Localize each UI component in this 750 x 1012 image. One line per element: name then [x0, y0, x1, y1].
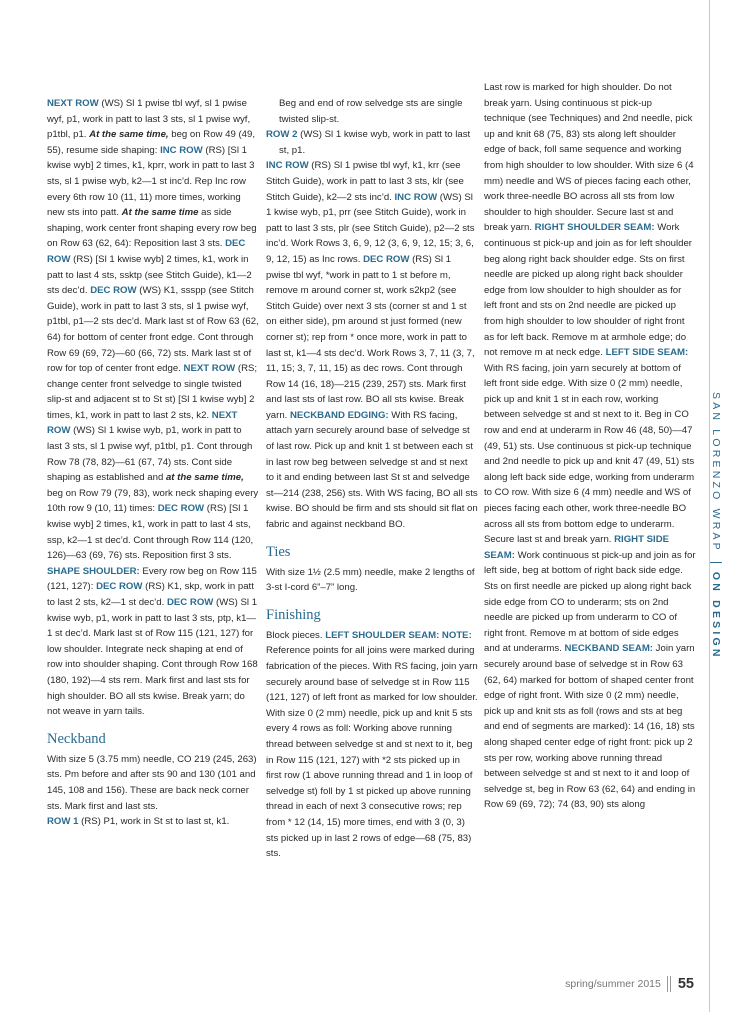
heading-finishing: Finishing [266, 606, 321, 623]
issue-label: spring/summer 2015 [565, 978, 661, 990]
paragraph-ties: With size 1½ (2.5 mm) needle, make 2 lengths of 3-st I-cord 6”–7” long. [266, 566, 475, 594]
heading-neckband: Neckband [47, 730, 106, 747]
article-title: SAN LORENZO WRAP [710, 392, 722, 553]
section-name: ON DESIGN [710, 571, 722, 660]
paragraph-inc-rows: INC ROW (RS) Sl 1 pwise tbl wyf, k1, krr (see Stitch Guide), work in patt to last 3 sts, klr (see Stitch Guide), k2—2 sts inc’d. INC ROW (WS) Sl 1 kwise wyb, p1, prr (see Stitch Guide), work in patt to last 3 sts, plr (see Stitch Guide), p2—2 sts inc’d. Work Rows 3, 6, 9, 12 (3, 6, 9, 12, 15; 3, 6, 9, 12, 15) as Inc rows. DEC ROW (RS) Sl 1 pwise tbl wyf, *work in patt to 1 st before m, remove m around corner st, work s2kp2 (see Stitch Guide) over next 3 sts (corner st and 1 st on either side), pm around st just formed (new corner st); rep from * once more, work in patt to last st, k1—4 sts dec’d. Work Rows 3, 7, 11 (3, 7, 11, 15; 3, 7, 11, 15) as dec rows. Cont through Row 14 (16, 18)—215 (239, 257) sts. Mark first and last sts of last row. BO all sts kwise. Break yarn. NECKBAND EDGING: With RS facing, attach yarn securely around base of selvedge st of last row. Pick up and knit 1 st between each st in last row beg between selvedge st and st next to it and ending between last St st and selvedge st—214 (238, 256) sts. With WS facing, BO all sts kwise. BO should be firm and sts should sit flat on fabric and against neckband BO. [266, 160, 478, 531]
paragraph-selvedge: Beg and end of row selvedge sts are single twisted slip-st. [279, 98, 463, 125]
paragraph-neckband: With size 5 (3.75 mm) needle, CO 219 (245, 263) sts. Pm before and after sts 90 and 130 (101 and 145, 108 and 156). These are back neck corner sts. Mark first and last sts. [47, 753, 257, 812]
divider [667, 976, 668, 992]
text-column-2 [266, 96, 478, 862]
paragraph-finishing: Block pieces. LEFT SHOULDER SEAM: NOTE: Reference points for all joins were marked during fabrication of the pieces. With RS facing, join yarn securely around base of selvedge st in Row 115 (121, 127) of left front as marked for low shoulder. With size 0 (2 mm) needle, pick up and knit 5 sts every 4 rows as foll: Working above running thread between selvedge st and st next to it, beg in Row 115 (121, 127) with *2 sts picked up in first row (1 above running thread and 1 in loop of selvedge st) foll by 1 st picked up above running thread in each of next 3 consecutive rows; rep from * 12 (14, 15) more times, end with 3 (0, 3) sts picked up in last 2 rows of edge—68 (75, 83) sts. [266, 629, 478, 860]
text-column-1 [47, 96, 259, 830]
divider [670, 976, 671, 992]
text-column-3 [484, 80, 696, 813]
paragraph-next-row: NEXT ROW (WS) Sl 1 pwise tbl wyf, sl 1 pwise wyf, p1, work in patt to last 3 sts, sl 1 pwise wyf, p1tbl, p1. At the same time, beg on Row 49 (49, 55), resume side shaping: INC ROW (RS) [Sl 1 kwise wyb] 2 times, k1, kprr, work in patt to last 3 sts, sl 1 pwise wyb, k2—1 st inc’d. Rep Inc row every 6th row 10 (11, 11) more times, working new sts into patt. At the same time as side shaping, work center front shaping every row beg on Row 63 (62, 64): Reposition last 3 sts. DEC ROW (RS) [Sl 1 kwise wyb] 2 times, k1, work in patt to last 4 sts, ssktp (see Stitch Guide), k1—2 sts dec’d. DEC ROW (WS) K1, ssspp (see Stitch Guide), work in patt to last 3 sts, sl 1 pwise wyf, p1tbl, p1—2 sts dec’d. Mark last st of Row 63 (62, 64) for bottom of center front edge. Cont through Row 69 (69, 72)—60 (66, 72) sts. Mark last st of row for top of center front edge. NEXT ROW (RS; change center front selvedge to single twisted slip-st and adjacent st to St st) [Sl 1 kwise wyb] 2 times, k1, work in patt to last 2 sts, k2. NEXT ROW (WS) Sl 1 kwise wyb, p1, work in patt to last 3 sts, sl 1 pwise wyf, p1tbl, p1. Cont through Row 78 (78, 82)—61 (67, 74) sts. Cont side shaping as established and at the same time, beg on Row 79 (79, 83), work neck shaping every 10th row 9 (10, 11) times: DEC ROW (RS) [Sl 1 kwise wyb] 2 times, k1, work in patt to last 4 sts, ssp, k2—1 st dec’d. Cont through Row 114 (120, 126)—63 (69, 76) sts. Reposition first 3 sts. SHAPE SHOULDER: Every row beg on Row 115 (121, 127): DEC ROW (RS) K1, skp, work in patt to last 2 sts, k2—1 st dec’d. DEC ROW (WS) Sl 1 kwise wyb, p1, work in patt to last 3 sts, ptp, k1—1 st dec’d. Mark last st of Row 115 (121, 127) for low shoulder. Integrate neck shaping at end of row into shoulder shaping. Cont through Row 168 (180, 192)—4 sts rem. Mark first and last sts for high shoulder. BO all sts kwise. Break yarn; do not weave in yarn tails. [47, 98, 259, 718]
divider [710, 562, 722, 563]
heading-ties: Ties [266, 543, 291, 560]
page-number: 55 [677, 976, 694, 992]
paragraph-seams: Last row is marked for high shoulder. Do not break yarn. Using continuous st pick-up technique (see Techniques) and 2nd needle, pick up and knit 68 (75, 83) sts along left shoulder edge of back, foll same sequence and working from high shoulder to low shoulder. With size 6 (4 mm) needle and WS of pieces facing each other, work three-needle BO across all sts from low shoulder to high shoulder. Secure last st and break yarn. RIGHT SHOULDER SEAM: Work continuous st pick-up and join as for left shoulder beg along right back shoulder edge. Sts on first needle are picked up along right back shoulder edge from low shoulder to high shoulder as for left front and sts on 2nd needle are picked up from high shoulder to low shoulder of right front as for left back. Remove m at armhole edge; do not remove m at neck edge. LEFT SIDE SEAM: With RS facing, join yarn securely at bottom of left front side edge. With size 0 (2 mm) needle, pick up and knit 1 st in each row, working between selvedge st and st next to it. Beg in CO row and end at underarm in Row 46 (48, 50)—47 (49, 51) sts. Use continuous st pick-up technique and 2nd needle to pick up and knit 47 (49, 51) sts along left back side edge, working from underarm to CO row. With size 6 (4 mm) needle and WS of pieces facing each other, work three-needle BO across all sts from bottom edge to underarm. Secure last st and break yarn. RIGHT SIDE SEAM: Work continuous st pick-up and join as for left side, beg at bottom of right back side edge. Sts on first needle are picked up along right back side edge from CO to underarm; sts on 2nd needle are picked up from underarm to CO of right front. Remove m at bottom of side edges and at underarms. NECKBAND SEAM: Join yarn securely around base of selvedge st in Row 63 (62, 64) marked for bottom of shaped center front edge of right front. With size 0 (2 mm) needle, pick up and knit sts as foll (rows and sts at beg and end of segments are marked): 14 (16, 18) sts along shaped center edge of right front: pick up 2 sts per row, working above running thread between selvedge st and st next to it and loop of selvedge st, beg in Row 63 (62, 64) and ending in Row 69 (69, 72); 74 (83, 90) sts along [484, 82, 696, 811]
paragraph-row-2: ROW 2 (WS) Sl 1 kwise wyb, work in patt to last st, p1. [266, 129, 471, 156]
paragraph-row-1: ROW 1 (RS) P1, work in St st to last st, k1. [47, 816, 230, 828]
page-footer [565, 976, 694, 992]
